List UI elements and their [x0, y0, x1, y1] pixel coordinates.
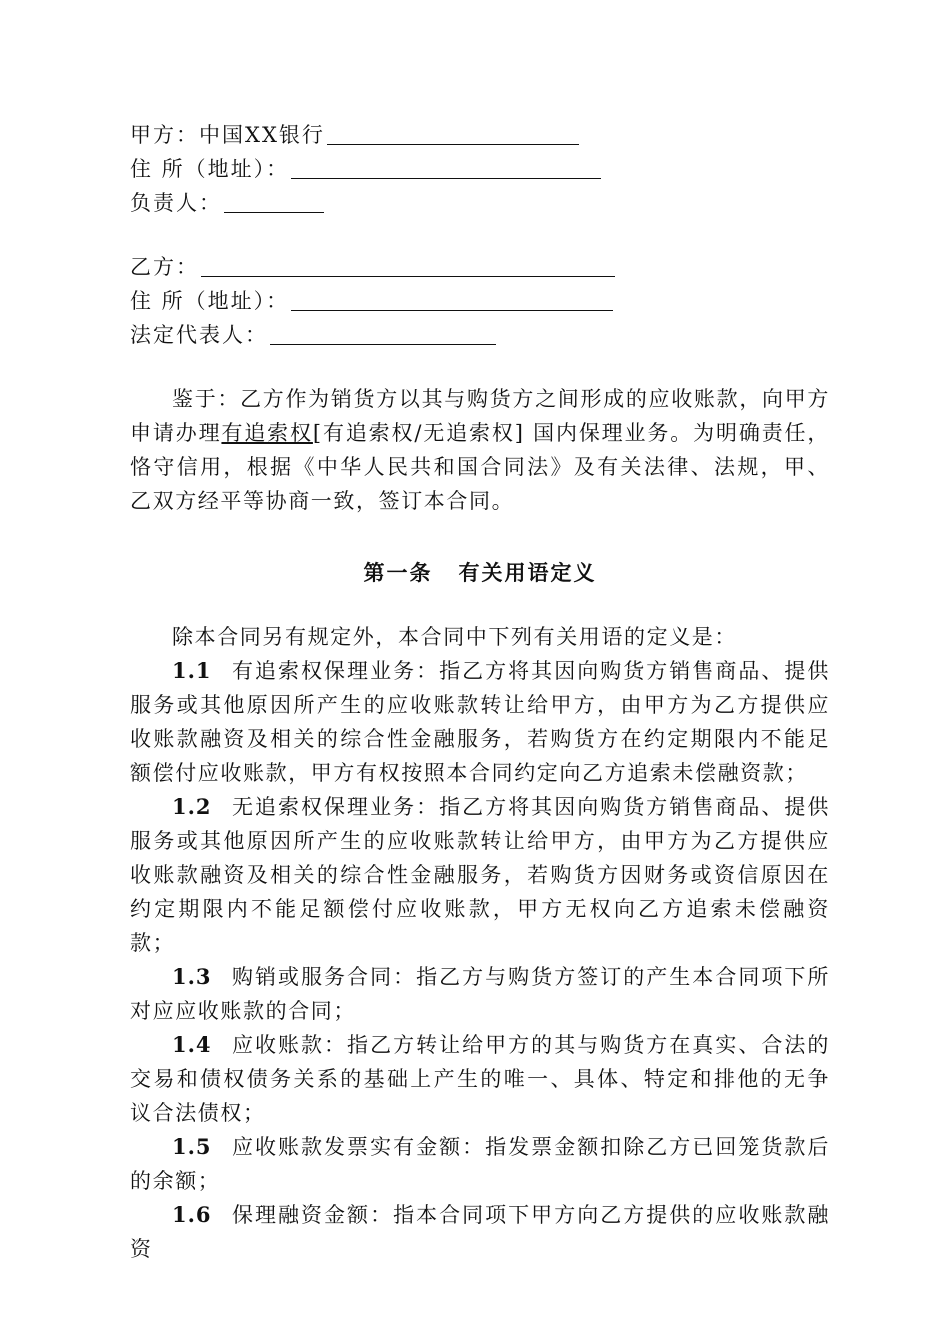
definition-item — [130, 960, 830, 1028]
party-a-address-line — [130, 152, 830, 186]
article-1-title: 有关用语定义 — [458, 560, 597, 585]
definition-number: 1.5 — [172, 1134, 212, 1159]
party-b-name-label: 乙方： — [130, 255, 199, 279]
definition-text: 应收账款：指乙方转让给甲方的其与购货方在真实、合法的交易和债权债务关系的基础上产生的唯一、具体、特定和排他的无争议合法债权； — [130, 1033, 830, 1125]
definition-item — [130, 1198, 830, 1266]
preamble-part1: 鉴于：乙方作为销货方以其与购货方之间形成的应收账款，向甲方申请办理 — [130, 387, 830, 445]
definition-text: 无追索权保理业务：指乙方将其因向购货方销售商品、提供服务或其他原因所产生的应收账款转让给甲方，由甲方为乙方提供应收账款融资及相关的综合性金融服务，若购货方因财务或资信原因在约定期限内不能足额偿付应收账款，甲方无权向乙方追索未偿融资款； — [130, 795, 830, 955]
party-b-rep-label: 法定代表人： — [130, 323, 268, 347]
party-b-address-line — [130, 284, 830, 318]
party-b-rep-blank — [270, 322, 496, 345]
spacer — [130, 352, 830, 382]
article-1-intro: 除本合同另有规定外，本合同中下列有关用语的定义是： — [172, 625, 737, 649]
preamble-part2: [有追索权/无追索权] 国内保理业务。为明确责任，恪守信用，根据《中华人民共和国合同法》及有关法律、法规，甲、乙双方经平等协商一致，签订本合同。 — [130, 421, 831, 513]
definition-text: 有追索权保理业务：指乙方将其因向购货方销售商品、提供服务或其他原因所产生的应收账款转让给甲方，由甲方为乙方提供应收账款融资及相关的综合性金融服务，若购货方在约定期限内不能足额偿付应收账款，甲方有权按照本合同约定向乙方追索未偿融资款； — [130, 659, 830, 785]
party-a-principal-line — [130, 186, 830, 220]
definition-text: 购销或服务合同：指乙方与购货方签订的产生本合同项下所对应应收账款的合同； — [130, 965, 830, 1023]
party-a-principal-label: 负责人： — [130, 191, 222, 215]
party-a-address-label: 住 所（地址）： — [130, 157, 290, 181]
party-a-name-blank — [327, 122, 579, 145]
definition-number: 1.1 — [172, 658, 212, 683]
spacer — [130, 220, 830, 250]
preamble-paragraph — [130, 382, 830, 518]
party-b-name-line — [130, 250, 830, 284]
definition-number: 1.2 — [172, 794, 212, 819]
party-a-address-blank — [291, 156, 601, 179]
definition-item — [130, 654, 830, 790]
definition-list — [130, 654, 830, 1266]
definition-number: 1.3 — [172, 964, 212, 989]
definition-item — [130, 790, 830, 960]
party-b-rep-line — [130, 318, 830, 352]
definition-text: 保理融资金额：指本合同项下甲方向乙方提供的应收账款融资 — [130, 1203, 830, 1261]
definition-text: 应收账款发票实有金额：指发票金额扣除乙方已回笼货款后的余额； — [130, 1135, 830, 1193]
article-1-heading — [130, 556, 830, 590]
definition-number: 1.6 — [172, 1202, 212, 1227]
party-a-name-label: 甲方：中国XX银行 — [130, 123, 325, 147]
definition-number: 1.4 — [172, 1032, 212, 1057]
recourse-choice: 有追索权 — [221, 421, 313, 445]
article-1-number: 第一条 — [363, 560, 433, 585]
contract-page — [130, 118, 830, 1266]
party-a-principal-blank — [224, 190, 324, 213]
party-a-name-line — [130, 118, 830, 152]
definition-item — [130, 1130, 830, 1198]
party-b-address-label: 住 所（地址）： — [130, 289, 290, 313]
party-b-name-blank — [201, 254, 615, 277]
party-b-address-blank — [291, 288, 613, 311]
definition-item — [130, 1028, 830, 1130]
